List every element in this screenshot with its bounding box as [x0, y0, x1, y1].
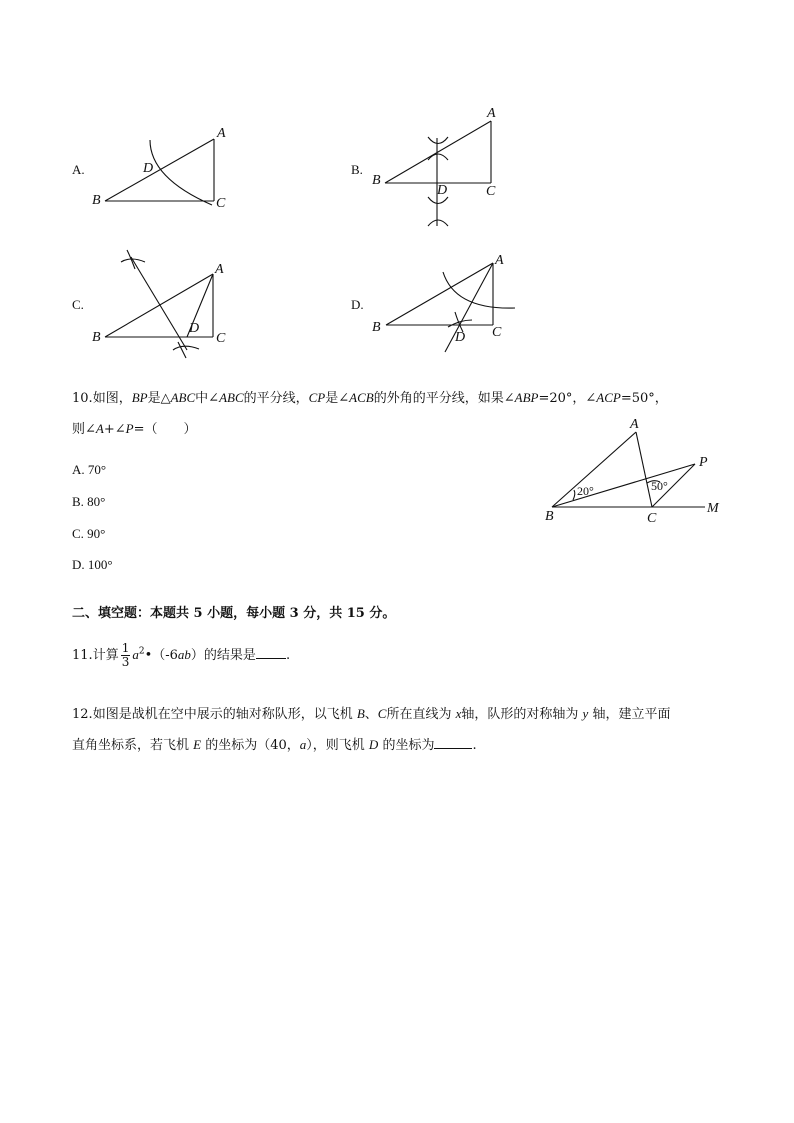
q10-fig-label-m: M — [707, 501, 719, 516]
q10-choice-a[interactable]: A. 70° — [72, 462, 107, 477]
q10-fig-label-a: A — [630, 417, 639, 432]
opt-d-label-d: D — [455, 330, 466, 345]
q10-choice-d[interactable]: D. 100° — [72, 557, 113, 572]
q10-fig-label-p: P — [699, 455, 708, 470]
option-b-letter[interactable]: B. — [351, 162, 363, 177]
q10-choice-b[interactable]: B. 80° — [72, 494, 106, 509]
opt-c-label-a: A — [215, 262, 224, 277]
q12-answer-blank[interactable] — [434, 737, 472, 749]
opt-c-label-b: B — [92, 330, 101, 345]
q10-fig-label-b: B — [545, 509, 554, 524]
opt-d-label-a: A — [495, 253, 504, 268]
opt-b-label-d: D — [437, 183, 448, 198]
q12-line2: 直角坐标系，若飞机 E 的坐标为（40，a），则飞机 D 的坐标为 . — [72, 737, 477, 753]
opt-c-label-c: C — [216, 331, 226, 346]
q10-fig-angle-20: 20° — [577, 484, 594, 498]
opt-a-label-b: B — [92, 193, 101, 208]
opt-c-label-d: D — [189, 321, 200, 336]
opt-b-label-a: A — [487, 106, 496, 121]
q12-line1: 12.如图是战机在空中展示的轴对称队形，以飞机 B、C所在直线为 x轴，队形的对称轴为 y 轴，建立平面 — [72, 706, 671, 722]
opt-a-label-d: D — [143, 161, 154, 176]
q11-answer-blank[interactable] — [256, 647, 286, 659]
option-c-letter[interactable]: C. — [72, 297, 84, 312]
q11: 11.计算 $\frac{1}{3}$ $a^2•(-6ab)$的结果是 . — [72, 641, 291, 669]
q10-fig-label-c: C — [647, 511, 657, 526]
opt-a-label-c: C — [216, 196, 226, 211]
option-a-letter[interactable]: A. — [72, 162, 85, 177]
q10-choice-c[interactable]: C. 90° — [72, 526, 106, 541]
q10-fig-angle-50: 50° — [651, 479, 668, 493]
section-2-title: 二、填空题：本题共 5 小题，每小题 3 分，共 15 分。 — [72, 606, 396, 621]
opt-d-label-c: C — [492, 325, 502, 340]
q11-fraction: $\frac{1}{3}$ — [121, 641, 130, 669]
opt-b-label-c: C — [486, 184, 496, 199]
option-d-letter[interactable]: D. — [351, 297, 364, 312]
q10-line1: 10.如图，BP是△ABC中∠ABC的平分线，CP是∠ACB的外角的平分线，如果∠ABP=20°，∠ACP=50°， — [72, 390, 668, 406]
opt-b-label-b: B — [372, 173, 381, 188]
opt-d-label-b: B — [372, 320, 381, 335]
q10-line2: 则∠A+∠P=（ ） — [72, 421, 197, 437]
opt-a-label-a: A — [217, 126, 226, 141]
